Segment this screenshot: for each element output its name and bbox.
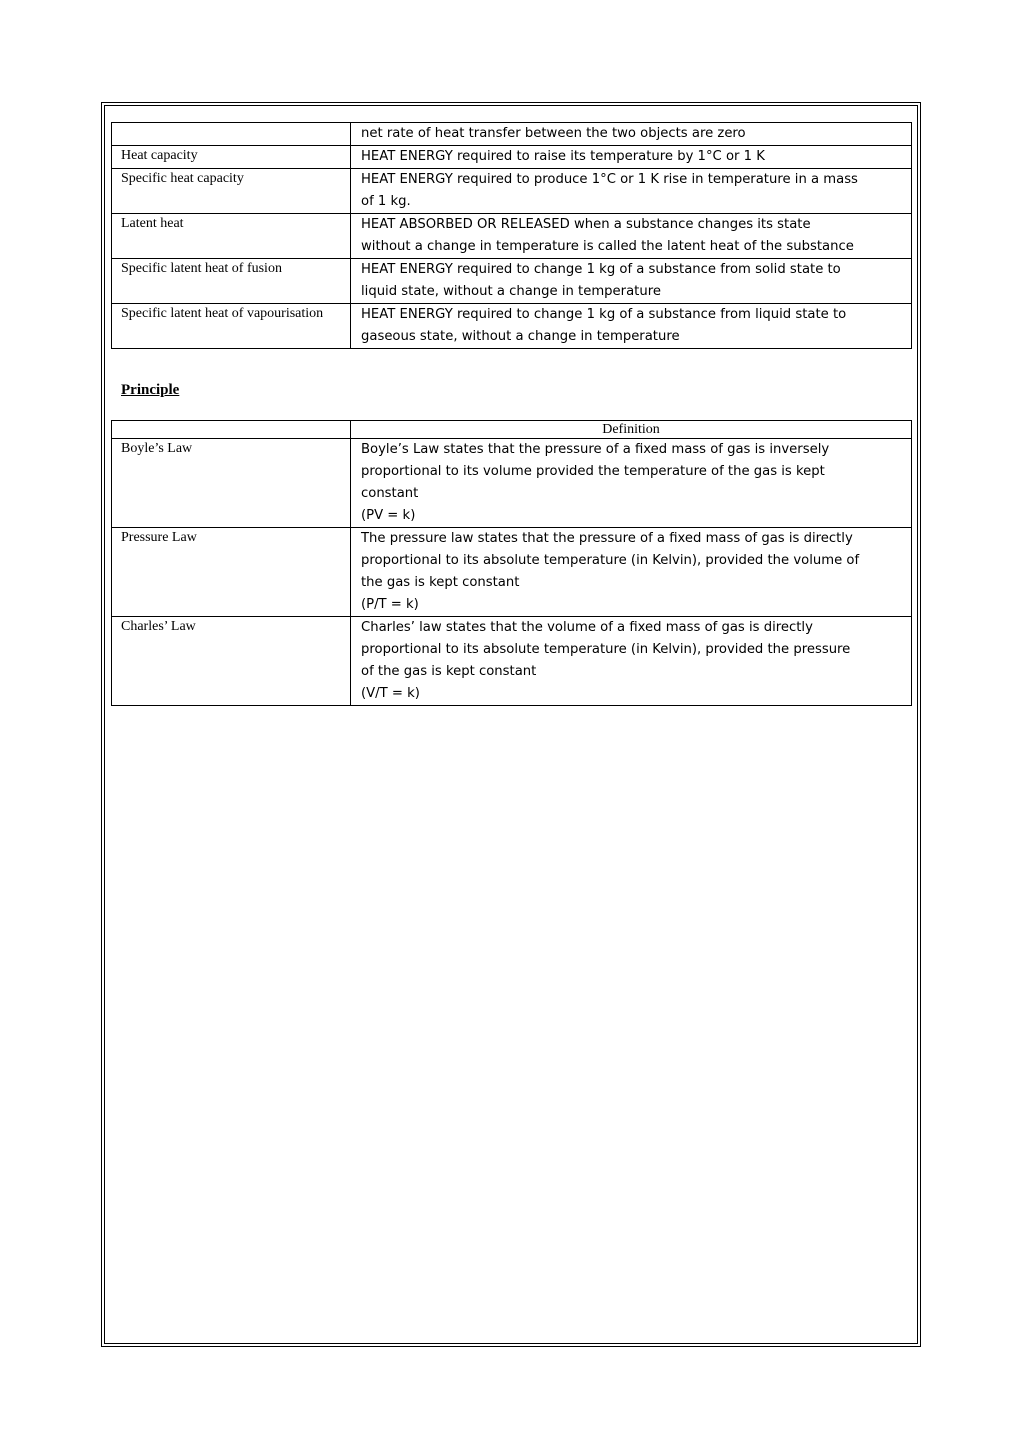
table-row bbox=[112, 617, 912, 706]
term-cell: Pressure Law bbox=[112, 528, 351, 617]
header-term-cell bbox=[112, 421, 351, 439]
header-definition-cell: Definition bbox=[351, 421, 912, 439]
table-header-row bbox=[112, 421, 912, 439]
term-cell: Specific latent heat of vapourisation bbox=[112, 304, 351, 349]
definition-cell: HEAT ENERGY required to change 1 kg of a substance from liquid state to gaseous state, without a change in temperature bbox=[351, 304, 912, 349]
term-cell: Specific heat capacity bbox=[112, 169, 351, 214]
term-cell: Heat capacity bbox=[112, 146, 351, 169]
term-cell: Charles’ Law bbox=[112, 617, 351, 706]
definition-cell: HEAT ENERGY required to change 1 kg of a substance from solid state to liquid state, without a change in temperature bbox=[351, 259, 912, 304]
term-cell bbox=[112, 123, 351, 146]
term-cell: Latent heat bbox=[112, 214, 351, 259]
term-cell: Boyle’s Law bbox=[112, 439, 351, 528]
definition-cell: The pressure law states that the pressure of a fixed mass of gas is directly proportional to its absolute temperature (in Kelvin), provided the volume of the gas is kept constant (P/T = k) bbox=[351, 528, 912, 617]
table-row bbox=[112, 528, 912, 617]
definition-cell: Charles’ law states that the volume of a fixed mass of gas is directly proportional to its absolute temperature (in Kelvin), provided the pressure of the gas is kept constant (V/T = k) bbox=[351, 617, 912, 706]
table-row bbox=[112, 146, 912, 169]
definition-cell: HEAT ENERGY required to raise its temperature by 1°C or 1 K bbox=[351, 146, 912, 169]
table-row bbox=[112, 169, 912, 214]
table-row bbox=[112, 214, 912, 259]
definition-cell: Boyle’s Law states that the pressure of a fixed mass of gas is inversely proportional to its volume provided the temperature of the gas is kept constant (PV = k) bbox=[351, 439, 912, 528]
term-cell: Specific latent heat of fusion bbox=[112, 259, 351, 304]
definition-cell: HEAT ENERGY required to produce 1°C or 1 K rise in temperature in a mass of 1 kg. bbox=[351, 169, 912, 214]
table-row bbox=[112, 304, 912, 349]
quantities-table bbox=[111, 122, 912, 349]
definition-cell: HEAT ABSORBED OR RELEASED when a substance changes its state without a change in temperature is called the latent heat of the substance bbox=[351, 214, 912, 259]
definition-cell: net rate of heat transfer between the two objects are zero bbox=[351, 123, 912, 146]
table-row bbox=[112, 123, 912, 146]
table-row bbox=[112, 439, 912, 528]
principle-table bbox=[111, 420, 912, 706]
table-row bbox=[112, 259, 912, 304]
section-heading-principle: Principle bbox=[121, 382, 180, 398]
